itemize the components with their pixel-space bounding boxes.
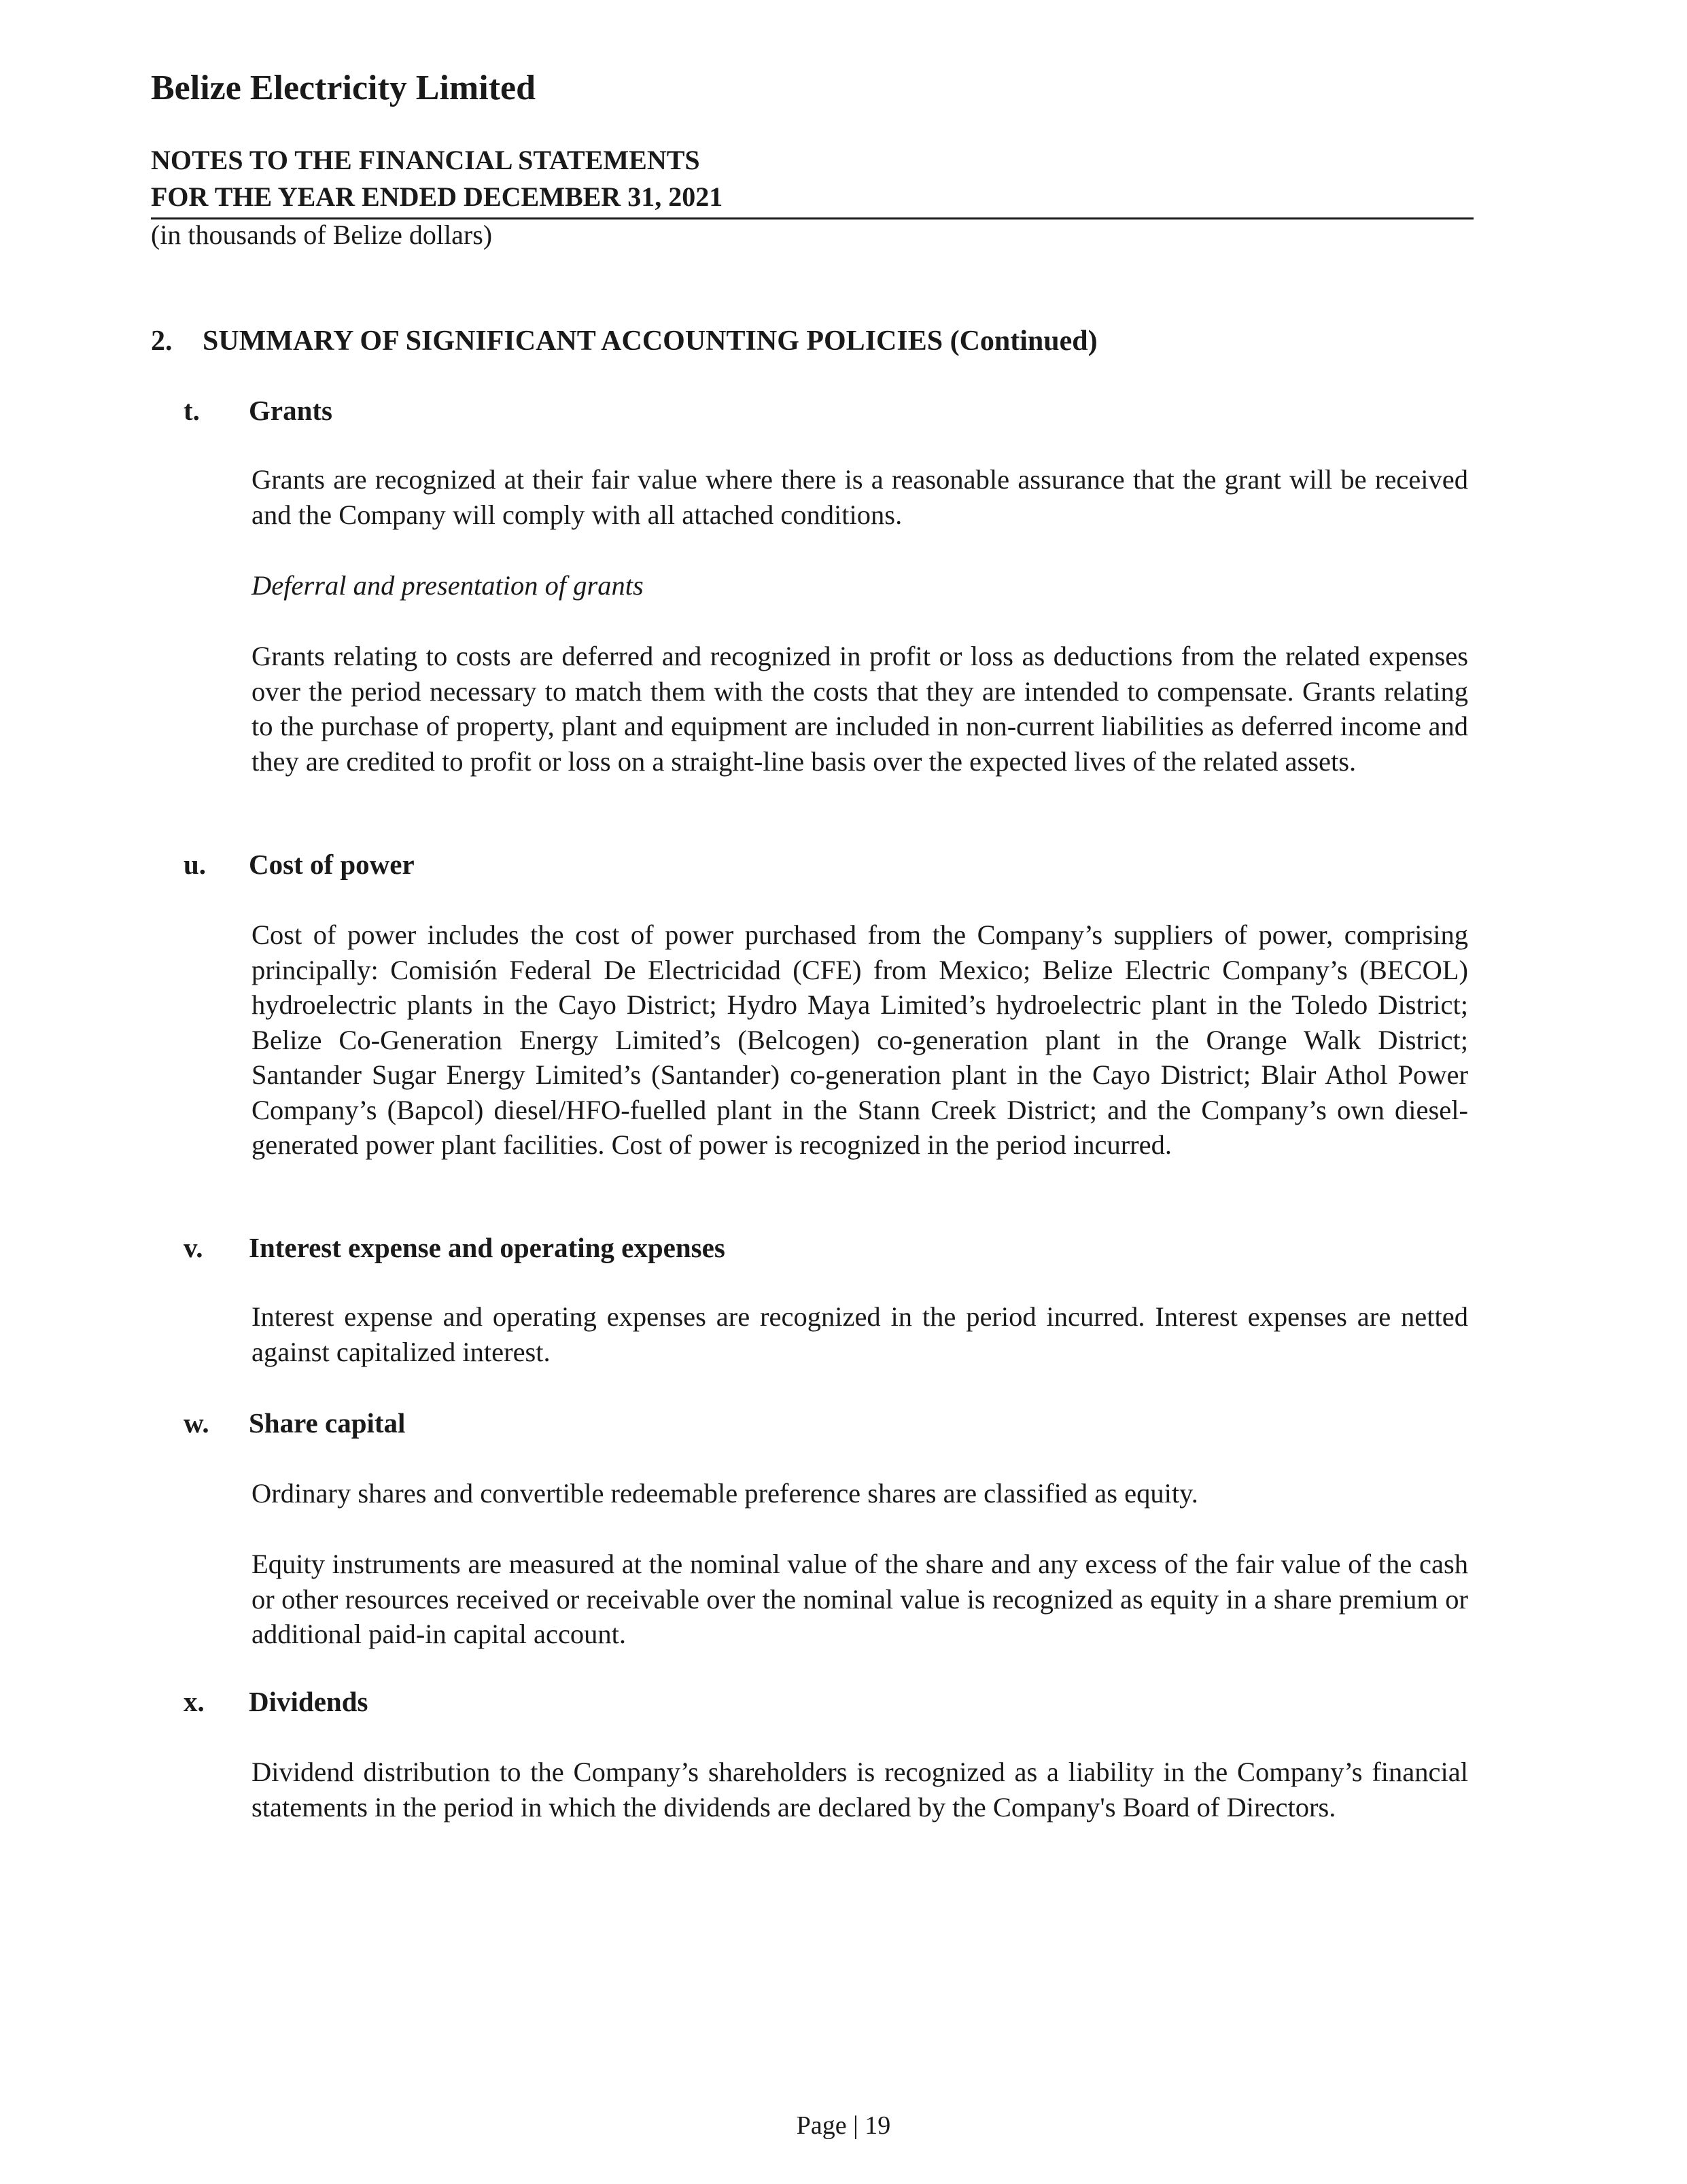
share-capital-paragraph-2: Equity instruments are measured at the nominal value of the share and any excess of the fair value of the cash or other resources received or receivable over the nominal value is recognized as equity in a share premium or additional paid-in capital account. — [251, 1549, 1468, 1649]
subsection-title: Share capital — [249, 1407, 406, 1439]
subsection-letter: t. — [184, 395, 200, 426]
section-heading — [151, 325, 1098, 357]
subsection-heading-grants — [184, 394, 332, 427]
document-period: FOR THE YEAR ENDED DECEMBER 31, 2021 — [151, 181, 723, 212]
subsection-heading-cost-of-power — [184, 848, 415, 881]
document-title: NOTES TO THE FINANCIAL STATEMENTS — [151, 145, 700, 175]
currency-units: (in thousands of Belize dollars) — [151, 219, 493, 250]
subsection-letter: x. — [184, 1686, 205, 1717]
section-title: SUMMARY OF SIGNIFICANT ACCOUNTING POLICIES (Continued) — [203, 325, 1098, 357]
grants-paragraph-2: Grants relating to costs are deferred and recognized in profit or loss as deductions from the related expenses over the period necessary to match them with the costs that they are intended to compensate. Grants relating to the purchase of property, plant and equipment are included in non-current liabilities as deferred income and they are credited to profit or loss on a straight-line basis over the expected lives of the related assets. — [251, 641, 1468, 777]
interest-expense-paragraph: Interest expense and operating expenses are recognized in the period incurred. Interest expenses are netted against capitalized interest. — [251, 1301, 1468, 1367]
subsection-title: Grants — [249, 395, 332, 426]
subsection-letter: v. — [184, 1232, 203, 1263]
subsection-title: Dividends — [249, 1686, 368, 1717]
section-number: 2. — [151, 325, 173, 357]
page-number: Page | 19 — [796, 2111, 891, 2140]
grants-paragraph-1: Grants are recognized at their fair value where there is a reasonable assurance that the grant will be received and the Company will comply with all attached conditions. — [251, 464, 1468, 530]
cost-of-power-paragraph: Cost of power includes the cost of power purchased from the Company’s suppliers of power, comprising principally: Comisión Federal De Electricidad (CFE) from Mexico; Belize Electric Company’s (BECOL) hydroelectric plants in the Cayo District; Hydro Maya Limited’s hydroelectric plant in the Toledo District; Belize Co-Generation Energy Limited’s (Belcogen) co-generation plant in the Orange Walk District; Santander Sugar Energy Limited’s (Santander) co-generation plant in the Cayo District; Blair Athol Power Company’s (Bapcol) diesel/HFO-fuelled plant in the Stann Creek District; and the Company’s own diesel-generated power plant facilities. Cost of power is recognized in the period incurred. — [251, 919, 1468, 1160]
subsection-heading-share-capital — [184, 1407, 405, 1439]
subsection-letter: w. — [184, 1407, 209, 1439]
subsection-heading-interest-expense — [184, 1231, 725, 1264]
company-name: Belize Electricity Limited — [151, 69, 536, 107]
subsection-title: Interest expense and operating expenses — [249, 1232, 725, 1263]
share-capital-paragraph-1: Ordinary shares and convertible redeemable preference shares are classified as equity. — [251, 1478, 1198, 1509]
grants-subheading: Deferral and presentation of grants — [251, 570, 644, 601]
dividends-paragraph: Dividend distribution to the Company’s shareholders is recognized as a liability in the Company’s financial statements in the period in which the dividends are declared by the Company's Board of Directors. — [251, 1757, 1468, 1822]
subsection-letter: u. — [184, 849, 207, 880]
subsection-title: Cost of power — [249, 849, 415, 880]
subsection-heading-dividends — [184, 1685, 368, 1718]
